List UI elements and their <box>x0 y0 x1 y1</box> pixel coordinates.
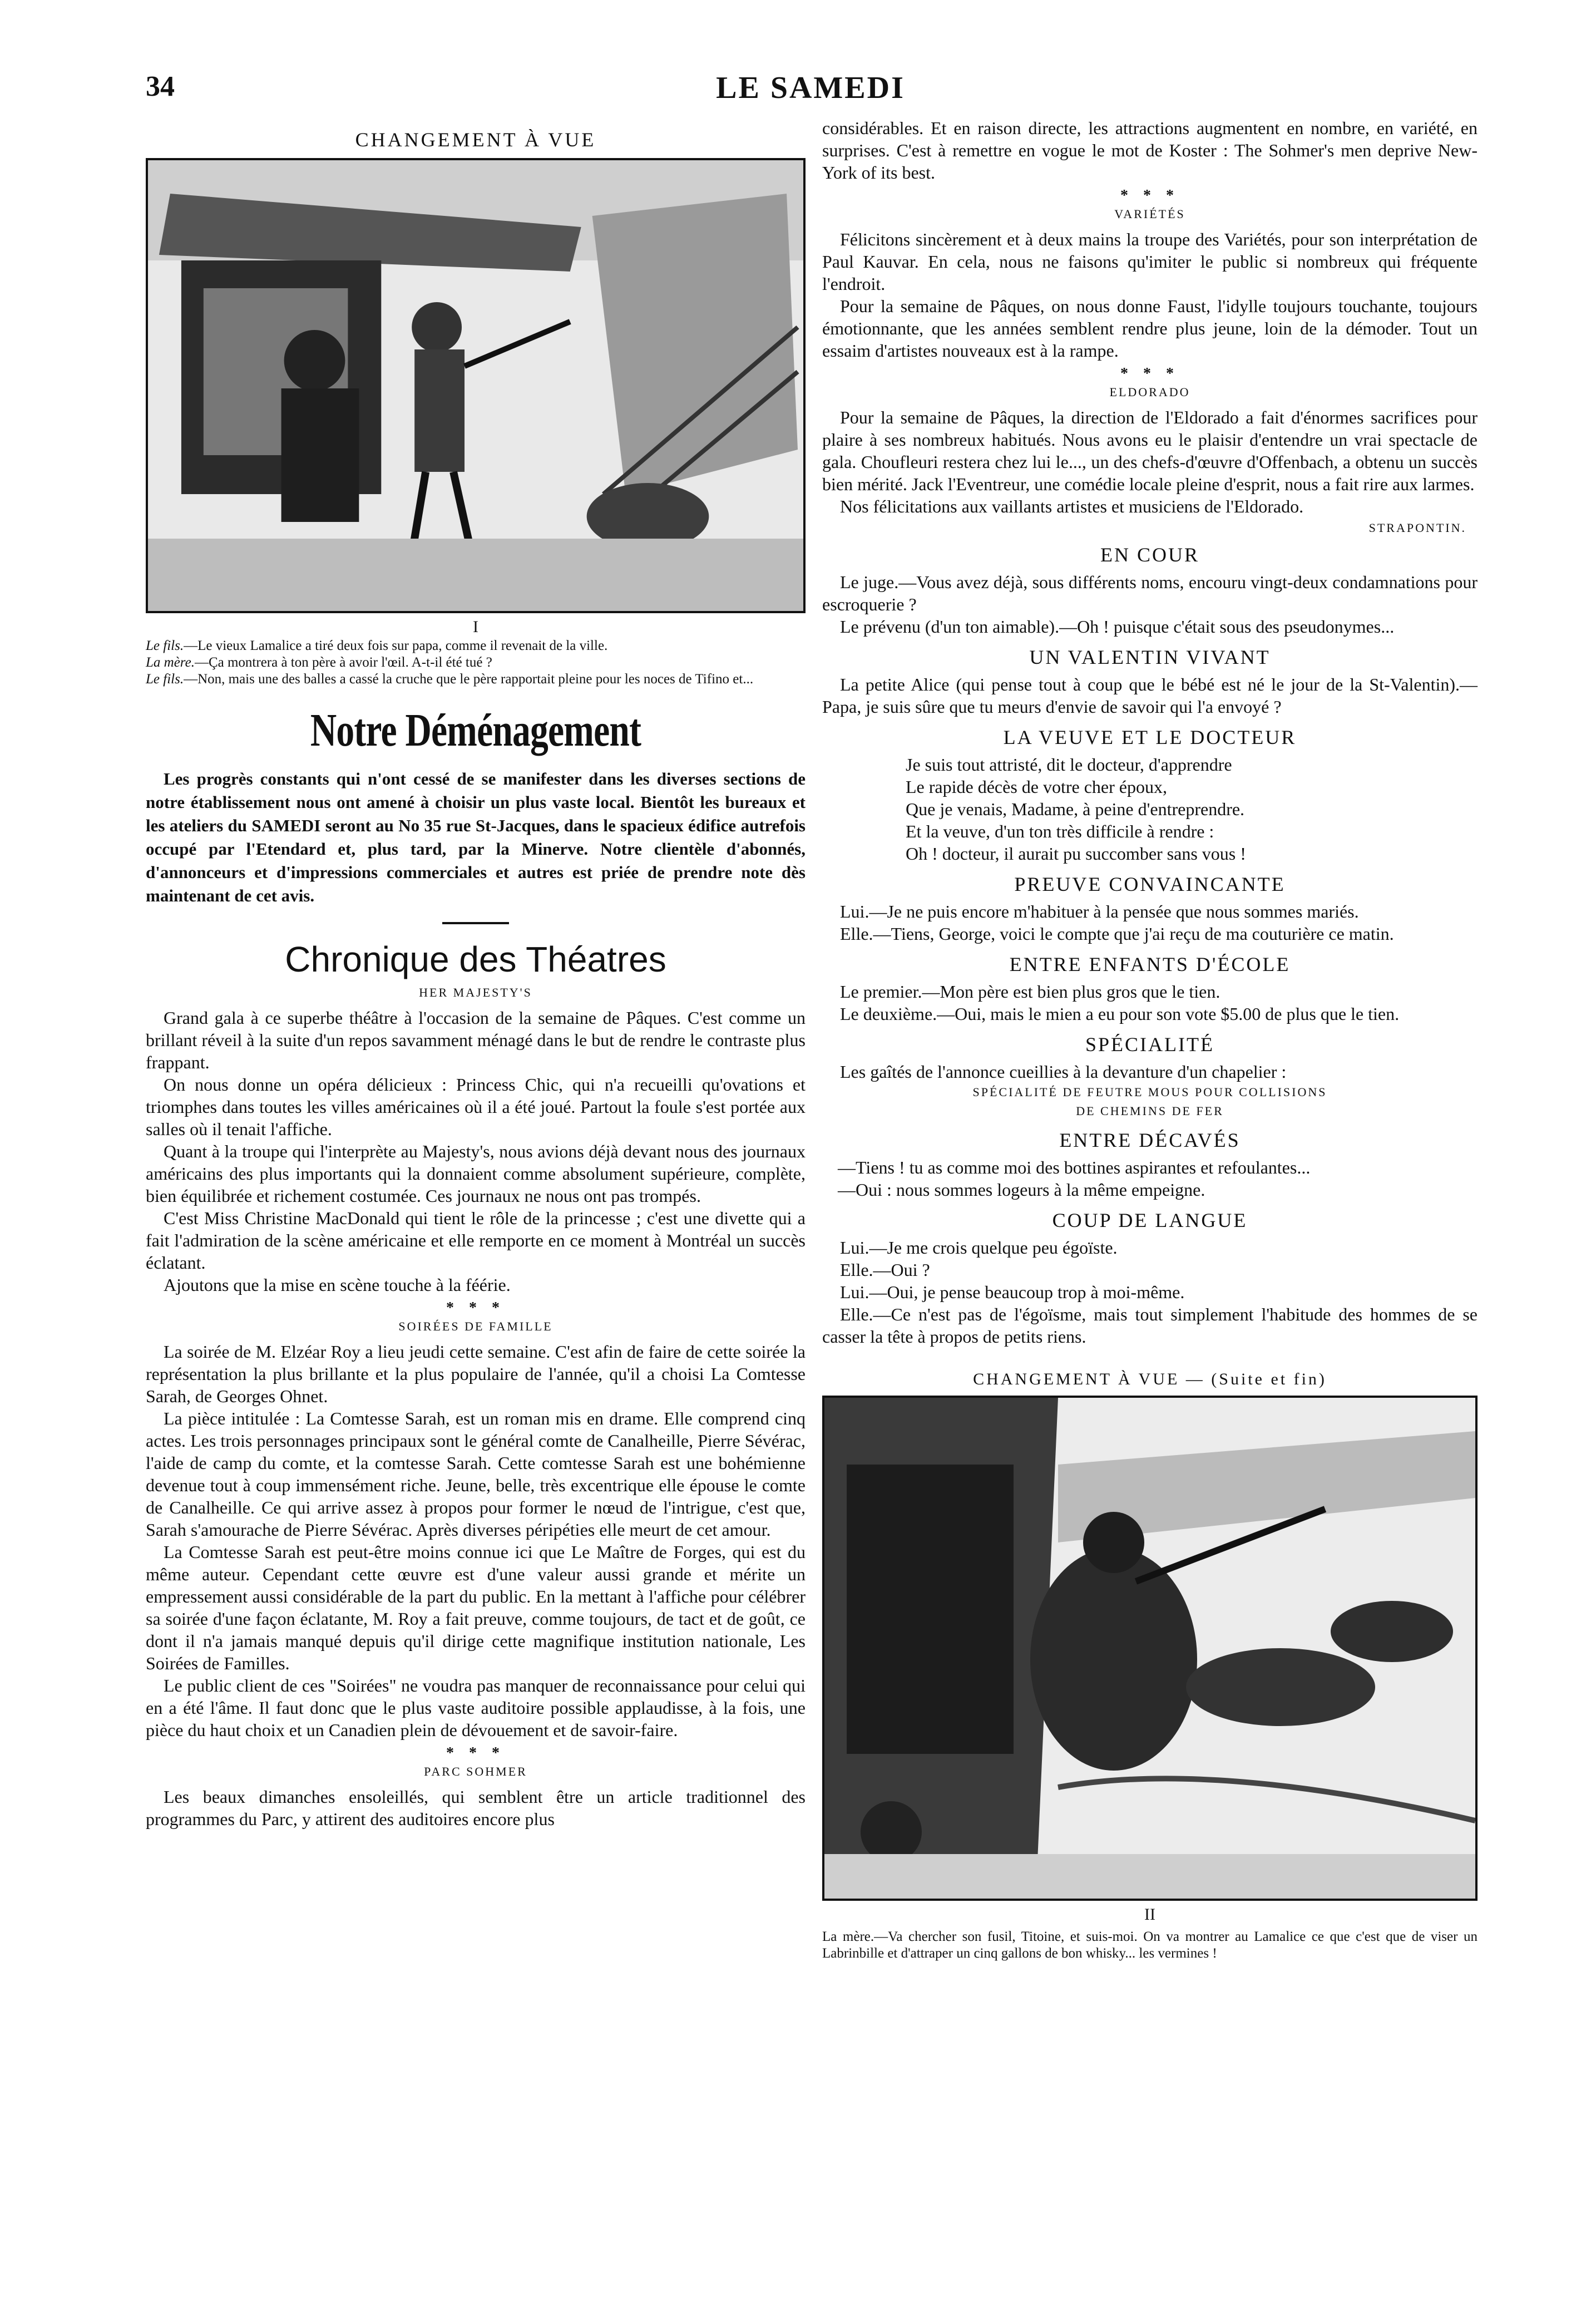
langue-line: Elle.—Oui ? <box>840 1260 930 1280</box>
decaves-heading: ENTRE DÉCAVÉS <box>1059 1129 1241 1151</box>
varietes-paragraph: Félicitons sincèrement et à deux mains la troupe des Variétés, pour son interprétation de Paul Kauvar. En cela, nous ne faisons qu'imiter le public si nombreux qui fréquente l'endroit. <box>822 229 1478 294</box>
specialite-heading: SPÉCIALITÉ <box>1085 1033 1214 1056</box>
chronique-subhead-majesty: HER MAJESTY'S <box>419 985 532 999</box>
poem-line: Je suis tout attristé, dit le docteur, d'apprendre <box>906 755 1232 775</box>
illustration-cabin-scene <box>146 158 806 613</box>
chronique-paragraph: Les beaux dimanches ensoleillés, qui semblent être un article traditionnel des programmes du Parc, y attirent des auditoires encore plus <box>146 1787 806 1829</box>
chronique-paragraph: La Comtesse Sarah est peut-être moins connue ici que Le Maître de Forges, qui est du même auteur. Cependant cette œuvre est d'une valeur aussi grande et mérite un empressement aussi considérable de la part du public. En la mettant à l'affiche pour célébrer sa soirée d'une façon éclatante, M. Roy a fait preuve, comme toujours, de tact et de goût, ce dont il n'a jamais manqué depuis qu'il dirige cette magnifique institution nationale, Les Soirées de Familles. <box>146 1542 806 1673</box>
illustration2-caption: La mère.—Va chercher son fusil, Titoine, et suis-moi. On va montrer au Lamalice ce que c'est que de viser un Labrinbille et d'attraper un cinq gallons de bon whisky... les vermines ! <box>822 1929 1478 1961</box>
langue-line: Lui.—Oui, je pense beaucoup trop à moi-même. <box>840 1282 1185 1302</box>
poem-line: Que je venais, Madame, à peine d'entreprendre. <box>906 799 1245 819</box>
speaker-label: La mère. <box>146 655 195 670</box>
section-stars: * * * <box>446 1744 505 1762</box>
illustration1-caption-line-3 <box>146 671 806 688</box>
caption-text: —Non, mais une des balles a cassé la cruche que le père rapportait pleine pour les noces de Tifino et... <box>184 672 754 687</box>
langue-line: Elle.—Ce n'est pas de l'égoïsme, mais tout simplement l'habitude des hommes de se casser la tête à propos de petits riens. <box>822 1304 1478 1347</box>
speaker-label: Le fils. <box>146 638 184 653</box>
eldorado-paragraph: Nos félicitations aux vaillants artistes et musiciens de l'Eldorado. <box>840 496 1304 516</box>
poem-line: Oh ! docteur, il aurait pu succomber sans vous ! <box>906 844 1246 864</box>
page-header <box>146 66 1475 110</box>
chase-scene-drawing <box>824 1398 1475 1899</box>
chronique-paragraph: Ajoutons que la mise en scène touche à la féérie. <box>164 1275 511 1295</box>
chronique-paragraph: Quant à la troupe qui l'interprète au Majesty's, nous avions déjà devant nous des journaux américains des plus importants qui la donnaient comme absolument supérieure, complète, bien équilibrée et richement costumée. Ces journaux ne nous ont pas trompés. <box>146 1141 806 1206</box>
illustration2-title: CHANGEMENT À VUE — (Suite et fin) <box>973 1370 1327 1388</box>
enfants-line: Le deuxième.—Oui, mais le mien a eu pour son vote $5.00 de plus que le tien. <box>840 1004 1400 1024</box>
right-column <box>822 117 1478 1962</box>
enfants-line: Le premier.—Mon père est bien plus gros que le tien. <box>840 982 1221 1002</box>
varietes-subhead: VARIÉTÉS <box>1114 207 1185 221</box>
specialite-text: Les gaîtés de l'annonce cueillies à la devanture d'un chapelier : <box>840 1062 1287 1082</box>
preuve-line: Lui.—Je ne puis encore m'habituer à la pensée que nous sommes mariés. <box>840 901 1359 921</box>
illustration1-title: CHANGEMENT À VUE <box>355 129 596 151</box>
preuve-heading: PREUVE CONVAINCANTE <box>1014 873 1286 895</box>
illustration1-caption-line-2 <box>146 654 806 671</box>
langue-line: Lui.—Je me crois quelque peu égoïste. <box>840 1238 1118 1258</box>
chronique-paragraph: Grand gala à ce superbe théâtre à l'occasion de la semaine de Pâques. C'est comme un brillant réveil à la suite d'un repos savamment ménagé dans le but de rendre le contraste plus frappant. <box>146 1008 806 1072</box>
author-signature: STRAPONTIN. <box>1368 521 1466 535</box>
varietes-paragraph: Pour la semaine de Pâques, on nous donne Faust, l'idylle toujours touchante, toujours émotionnante, que les années semblent rendre plus jeune, loin de la démoder. Tout un essaim d'artistes nouveaux est à la rampe. <box>822 296 1478 361</box>
valentin-heading: UN VALENTIN VIVANT <box>1029 646 1271 668</box>
enfants-heading: ENTRE ENFANTS D'ÉCOLE <box>1009 953 1291 975</box>
caption-text: —Le vieux Lamalice a tiré deux fois sur papa, comme il revenait de la ville. <box>184 638 608 653</box>
illustration-chase-scene <box>822 1396 1478 1901</box>
decaves-line: —Tiens ! tu as comme moi des bottines aspirantes et refoulantes... <box>838 1157 1311 1177</box>
section-divider <box>442 922 509 924</box>
caption-text: —Ça montrera à ton père à avoir l'œil. A-t-il été tué ? <box>194 655 492 670</box>
page-number: 34 <box>146 71 175 102</box>
encour-heading: EN COUR <box>1100 544 1199 566</box>
eldorado-subhead: ELDORADO <box>1109 385 1190 399</box>
section-stars: * * * <box>1120 187 1179 204</box>
encour-line: Le prévenu (d'un ton aimable).—Oh ! puisque c'était sous des pseudonymes... <box>840 617 1395 637</box>
section-stars: * * * <box>1120 365 1179 382</box>
demenagement-text: Les progrès constants qui n'ont cessé de se manifester dans les diverses sections de notre établissement nous ont amené à choisir un plus vaste local. Bientôt les bureaux et les ateliers du SAMEDI seront au No 35 rue St-Jacques, dans le spacieux édifice autrefois occupé par l'Etendard et, plus tard, par la Minerve. Notre clientèle d'abonnés, d'annonceurs et d'impressions commerciales et autres est priée de prendre note dès maintenant de cet avis. <box>146 769 806 905</box>
chronique-paragraph: C'est Miss Christine MacDonald qui tient le rôle de la princesse ; c'est une divette qui a fait l'admiration de la scène américaine et elle remporte en ce moment à Montréal un succès éclatant. <box>146 1208 806 1273</box>
section-stars: * * * <box>446 1299 505 1317</box>
chronique-paragraph: La pièce intitulée : La Comtesse Sarah, est un roman mis en drame. Elle comprend cinq actes. Les trois personnages principaux sont le général comte de Canalheille, Pierre Sévérac, l'aide de camp du comte, et la comtesse Sarah. Cette comtesse Sarah est une bohémienne devenue tout à coup immensément riche. Jeune, belle, très excentrique elle épouse le comte de Canalheille. Ce qui arrive assez à propos pour former le nœud de l'intrigue, c'est que, Sarah s'amourache de Pierre Sévérac. Après diverses péripéties elle meurt de cet amour. <box>146 1408 806 1540</box>
preuve-line: Elle.—Tiens, George, voici le compte que j'ai reçu de ma couturière ce matin. <box>840 924 1394 944</box>
speaker-label: Le fils. <box>146 672 184 687</box>
chronique-paragraph: On nous donne un opéra délicieux : Princess Chic, qui n'a recueilli qu'ovations et triomphes dans toutes les villes américaines où il a été joué. Partout la foule s'est portée aux salles où il tenait l'affiche. <box>146 1074 806 1139</box>
illustration1-numeral: I <box>473 618 478 636</box>
illustration2-numeral: II <box>1144 1905 1155 1924</box>
demenagement-headline: Notre Déménagement <box>310 704 641 756</box>
poem-line: Et la veuve, d'un ton très difficile à rendre : <box>906 821 1214 841</box>
left-column <box>146 122 806 1830</box>
veuve-heading: LA VEUVE ET LE DOCTEUR <box>1003 726 1297 748</box>
veuve-poem <box>906 753 1478 865</box>
chronique-headline: Chronique des Théatres <box>285 939 666 979</box>
cabin-scene-drawing <box>148 160 803 611</box>
poem-line: Le rapide décès de votre cher époux, <box>906 777 1167 797</box>
encour-line: Le juge.—Vous avez déjà, sous différents noms, encouru vingt-deux condamnations pour escroquerie ? <box>822 572 1478 614</box>
eldorado-paragraph: Pour la semaine de Pâques, la direction de l'Eldorado a fait d'énormes sacrifices pour plaire à ses nombreux habitués. Nous avons eu le plaisir d'entendre un vrai spectacle de gala. Choufleuri restera chez lui le..., un des chefs-d'œuvre d'Offenbach, a obtenu un succès bien mérité. Jack l'Eventreur, une comédie locale pleine d'esprit, nous a fait rire aux larmes. <box>822 407 1478 494</box>
chronique-paragraph: La soirée de M. Elzéar Roy a lieu jeudi cette semaine. C'est afin de faire de cette soirée la représentation la plus brillante et la plus populaire de l'année, qu'il a choisi La Comtesse Sarah, de Georges Ohnet. <box>146 1342 806 1406</box>
specialite-sign-line: SPÉCIALITÉ DE FEUTRE MOUS POUR COLLISIONS <box>972 1085 1327 1099</box>
chronique-paragraph: Le public client de ces "Soirées" ne voudra pas manquer de reconnaissance pour celui qui en a été l'âme. Il faut donc que le plus vaste auditoire possible applaudisse, à la fois, une pièce du haut choix et un Canadien plein de dévouement et de savoir-faire. <box>146 1675 806 1740</box>
langue-heading: COUP DE LANGUE <box>1052 1209 1248 1231</box>
masthead-title: LE SAMEDI <box>716 71 905 105</box>
chronique-subhead-parc: PARC SOHMER <box>424 1764 527 1778</box>
parc-continuation: considérables. Et en raison directe, les attractions augmentent en nombre, en variété, en surprises. C'est à remettre en vogue le mot de Koster : The Sohmer's men deprive New-York of its best. <box>822 118 1478 183</box>
decaves-line: —Oui : nous sommes logeurs à la même empeigne. <box>838 1180 1205 1200</box>
illustration1-caption-line-1 <box>146 638 806 654</box>
specialite-sign-line: DE CHEMINS DE FER <box>1076 1104 1224 1118</box>
valentin-text: La petite Alice (qui pense tout à coup que le bébé est né le jour de la St-Valentin).—Papa, je suis sûre que tu meurs d'envie de savoir qui l'a envoyé ? <box>822 674 1478 717</box>
chronique-subhead-soirees: SOIRÉES DE FAMILLE <box>398 1319 553 1333</box>
